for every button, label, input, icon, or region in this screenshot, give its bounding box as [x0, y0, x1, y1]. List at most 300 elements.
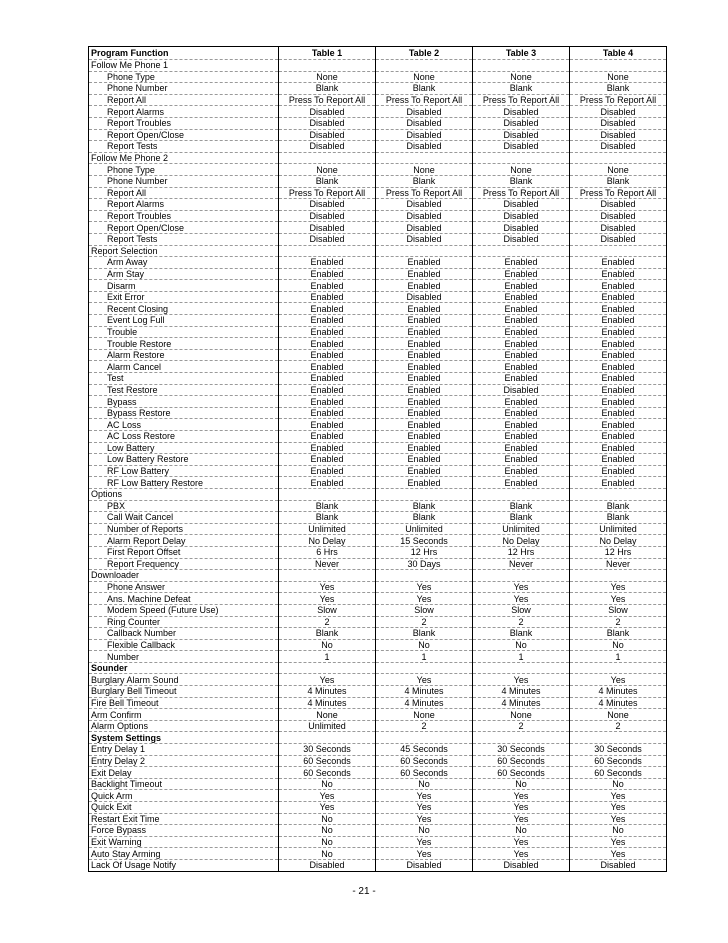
table-3-value: None	[473, 71, 570, 83]
table-4-value: Disabled	[570, 199, 667, 211]
function-label: Auto Stay Arming	[89, 848, 279, 860]
table-4-value: No	[570, 778, 667, 790]
table-3-value: No Delay	[473, 535, 570, 547]
table-4-value: Yes	[570, 790, 667, 802]
function-label: Low Battery	[89, 442, 279, 454]
table-2-value: 45 Seconds	[376, 744, 473, 756]
table-2-value: Blank	[376, 628, 473, 640]
table-1-value: Enabled	[279, 465, 376, 477]
table-2-value	[376, 570, 473, 582]
table-4-value: 1	[570, 651, 667, 663]
function-label: Ans. Machine Defeat	[89, 593, 279, 605]
table-1-value: 60 Seconds	[279, 755, 376, 767]
table-1-value: Yes	[279, 790, 376, 802]
table-2-value: None	[376, 709, 473, 721]
table-1-value: None	[279, 164, 376, 176]
table-4-value: Enabled	[570, 477, 667, 489]
table-3-value: Enabled	[473, 431, 570, 443]
table-4-value: 60 Seconds	[570, 755, 667, 767]
table-3-value: 2	[473, 720, 570, 732]
function-label: Exit Error	[89, 291, 279, 303]
table-1-value: Enabled	[279, 373, 376, 385]
table-3-value: Disabled	[473, 233, 570, 245]
function-label: Trouble	[89, 326, 279, 338]
table-2-value: 2	[376, 720, 473, 732]
table-1-value: No	[279, 778, 376, 790]
table-3-value: 30 Seconds	[473, 744, 570, 756]
function-label: AC Loss Restore	[89, 431, 279, 443]
table-2-value: 12 Hrs	[376, 546, 473, 558]
table-2-value: Unlimited	[376, 523, 473, 535]
function-label: Modem Speed (Future Use)	[89, 604, 279, 616]
table-4-value: Blank	[570, 512, 667, 524]
table-1-value: Enabled	[279, 315, 376, 327]
table-4-value: Enabled	[570, 442, 667, 454]
table-4-value: Enabled	[570, 361, 667, 373]
table-1-value: Disabled	[279, 210, 376, 222]
table-3-value: Press To Report All	[473, 187, 570, 199]
table-row	[89, 755, 667, 767]
function-label: PBX	[89, 500, 279, 512]
function-label: Report Frequency	[89, 558, 279, 570]
table-row	[89, 744, 667, 756]
function-label: Restart Exit Time	[89, 813, 279, 825]
table-2-value: Blank	[376, 83, 473, 95]
function-label: Number	[89, 651, 279, 663]
table-4-value: Yes	[570, 848, 667, 860]
table-1-value: Disabled	[279, 129, 376, 141]
table-4-value: Enabled	[570, 326, 667, 338]
section-header-row	[89, 488, 667, 500]
header-table-3: Table 3	[473, 47, 570, 60]
table-1-value	[279, 152, 376, 164]
table-row	[89, 431, 667, 443]
table-1-value: No Delay	[279, 535, 376, 547]
table-2-value: 30 Days	[376, 558, 473, 570]
function-label: Test	[89, 373, 279, 385]
table-4-value: 4 Minutes	[570, 686, 667, 698]
table-4-value: Enabled	[570, 257, 667, 269]
table-2-value: Enabled	[376, 442, 473, 454]
table-3-value: Yes	[473, 674, 570, 686]
table-1-value: Enabled	[279, 419, 376, 431]
function-label: Phone Type	[89, 71, 279, 83]
table-3-value: Yes	[473, 836, 570, 848]
table-4-value	[570, 662, 667, 674]
header-table-2: Table 2	[376, 47, 473, 60]
table-3-value: 60 Seconds	[473, 767, 570, 779]
table-2-value: Yes	[376, 813, 473, 825]
table-4-value: Enabled	[570, 384, 667, 396]
table-2-value: Disabled	[376, 129, 473, 141]
table-3-value: Enabled	[473, 465, 570, 477]
table-3-value: No	[473, 639, 570, 651]
table-2-value	[376, 732, 473, 744]
table-1-value: Enabled	[279, 477, 376, 489]
table-3-value	[473, 662, 570, 674]
table-2-value: 15 Seconds	[376, 535, 473, 547]
table-2-value: Yes	[376, 836, 473, 848]
function-label: RF Low Battery Restore	[89, 477, 279, 489]
function-label: Arm Away	[89, 257, 279, 269]
table-row	[89, 117, 667, 129]
table-2-value: Blank	[376, 175, 473, 187]
table-4-value: 60 Seconds	[570, 767, 667, 779]
table-4-value: Enabled	[570, 268, 667, 280]
table-3-value: Enabled	[473, 396, 570, 408]
table-2-value	[376, 488, 473, 500]
function-label: Quick Exit	[89, 802, 279, 814]
table-1-value: Enabled	[279, 268, 376, 280]
program-function-table	[88, 46, 667, 872]
table-row	[89, 106, 667, 118]
function-label: Report Tests	[89, 233, 279, 245]
table-2-value: Disabled	[376, 106, 473, 118]
function-label: Burglary Bell Timeout	[89, 686, 279, 698]
header-table-1: Table 1	[279, 47, 376, 60]
table-1-value: Enabled	[279, 384, 376, 396]
table-row	[89, 71, 667, 83]
table-4-value: Enabled	[570, 431, 667, 443]
table-3-value: Enabled	[473, 338, 570, 350]
table-2-value: None	[376, 164, 473, 176]
table-2-value: 60 Seconds	[376, 767, 473, 779]
table-1-value: Yes	[279, 593, 376, 605]
table-3-value	[473, 60, 570, 72]
table-2-value	[376, 662, 473, 674]
function-label: Recent Closing	[89, 303, 279, 315]
table-1-value	[279, 570, 376, 582]
table-3-value: Enabled	[473, 373, 570, 385]
table-3-value: Enabled	[473, 257, 570, 269]
table-3-value: Unlimited	[473, 523, 570, 535]
function-label: Report Troubles	[89, 210, 279, 222]
table-1-value: Enabled	[279, 338, 376, 350]
table-1-value: Enabled	[279, 396, 376, 408]
table-1-value: 2	[279, 616, 376, 628]
table-1-value: Unlimited	[279, 523, 376, 535]
function-label: Quick Arm	[89, 790, 279, 802]
table-4-value: Yes	[570, 802, 667, 814]
function-label: Report Open/Close	[89, 129, 279, 141]
table-3-value: Enabled	[473, 280, 570, 292]
function-label: Phone Type	[89, 164, 279, 176]
table-row	[89, 558, 667, 570]
table-2-value: Enabled	[376, 268, 473, 280]
table-2-value: Enabled	[376, 349, 473, 361]
table-row	[89, 303, 667, 315]
function-label: Phone Answer	[89, 581, 279, 593]
function-label: Event Log Full	[89, 315, 279, 327]
table-3-value: Blank	[473, 628, 570, 640]
table-3-value: 4 Minutes	[473, 686, 570, 698]
function-label: RF Low Battery	[89, 465, 279, 477]
table-1-value: Enabled	[279, 280, 376, 292]
function-label: Disarm	[89, 280, 279, 292]
table-3-value: Yes	[473, 802, 570, 814]
table-row	[89, 268, 667, 280]
function-label: Alarm Cancel	[89, 361, 279, 373]
table-3-value: Disabled	[473, 384, 570, 396]
table-1-value: Enabled	[279, 326, 376, 338]
table-3-value: Press To Report All	[473, 94, 570, 106]
table-2-value: 1	[376, 651, 473, 663]
table-2-value: Enabled	[376, 338, 473, 350]
table-4-value: Enabled	[570, 338, 667, 350]
section-header-row	[89, 245, 667, 257]
table-3-value: Enabled	[473, 349, 570, 361]
table-2-value: Disabled	[376, 859, 473, 871]
table-4-value: Never	[570, 558, 667, 570]
function-label: Phone Number	[89, 83, 279, 95]
table-3-value: Yes	[473, 790, 570, 802]
table-3-value	[473, 245, 570, 257]
table-3-value: Enabled	[473, 361, 570, 373]
table-3-value	[473, 488, 570, 500]
table-row	[89, 83, 667, 95]
table-1-value: 1	[279, 651, 376, 663]
table-2-value: Enabled	[376, 384, 473, 396]
table-3-value: 60 Seconds	[473, 755, 570, 767]
table-2-value: 2	[376, 616, 473, 628]
table-3-value: No	[473, 825, 570, 837]
function-label: Number of Reports	[89, 523, 279, 535]
table-3-value: No	[473, 778, 570, 790]
table-3-value: None	[473, 164, 570, 176]
table-row	[89, 581, 667, 593]
table-3-value: Enabled	[473, 303, 570, 315]
table-4-value: No Delay	[570, 535, 667, 547]
table-3-value: Enabled	[473, 419, 570, 431]
function-label: Ring Counter	[89, 616, 279, 628]
table-4-value: Disabled	[570, 106, 667, 118]
table-row	[89, 141, 667, 153]
table-3-value: Yes	[473, 848, 570, 860]
table-4-value	[570, 245, 667, 257]
table-3-value: 12 Hrs	[473, 546, 570, 558]
table-row	[89, 338, 667, 350]
table-2-value: Yes	[376, 593, 473, 605]
table-1-value: Yes	[279, 802, 376, 814]
function-label: Report All	[89, 187, 279, 199]
table-2-value: No	[376, 825, 473, 837]
table-1-value: Enabled	[279, 257, 376, 269]
function-label: Lack Of Usage Notify	[89, 859, 279, 871]
table-1-value: None	[279, 71, 376, 83]
table-4-value: Disabled	[570, 859, 667, 871]
table-1-value: Blank	[279, 512, 376, 524]
table-2-value	[376, 245, 473, 257]
header-table-4: Table 4	[570, 47, 667, 60]
function-label: First Report Offset	[89, 546, 279, 558]
table-row	[89, 164, 667, 176]
table-row	[89, 802, 667, 814]
table-2-value: Enabled	[376, 326, 473, 338]
table-1-value: Enabled	[279, 361, 376, 373]
table-row	[89, 593, 667, 605]
table-2-value: Slow	[376, 604, 473, 616]
table-3-value: Yes	[473, 581, 570, 593]
table-4-value: 2	[570, 720, 667, 732]
table-3-value	[473, 570, 570, 582]
table-3-value: Never	[473, 558, 570, 570]
table-row	[89, 233, 667, 245]
table-1-value	[279, 488, 376, 500]
function-label: Low Battery Restore	[89, 454, 279, 466]
table-2-value: Enabled	[376, 315, 473, 327]
table-3-value: 4 Minutes	[473, 697, 570, 709]
section-header-row	[89, 662, 667, 674]
table-row	[89, 175, 667, 187]
table-1-value: Enabled	[279, 431, 376, 443]
function-label: Report Alarms	[89, 199, 279, 211]
table-2-value: 4 Minutes	[376, 686, 473, 698]
table-2-value: Press To Report All	[376, 94, 473, 106]
table-4-value: Blank	[570, 83, 667, 95]
table-1-value: Enabled	[279, 454, 376, 466]
function-label: Bypass Restore	[89, 407, 279, 419]
table-3-value: Enabled	[473, 477, 570, 489]
table-2-value	[376, 152, 473, 164]
table-2-value: Yes	[376, 581, 473, 593]
section-header-row	[89, 152, 667, 164]
table-row	[89, 859, 667, 871]
table-4-value: Yes	[570, 674, 667, 686]
header-program-function: Program Function	[89, 47, 279, 60]
table-row	[89, 790, 667, 802]
table-3-value: Yes	[473, 813, 570, 825]
table-row	[89, 697, 667, 709]
function-label: Entry Delay 2	[89, 755, 279, 767]
function-label: Phone Number	[89, 175, 279, 187]
table-1-value: Enabled	[279, 442, 376, 454]
table-4-value: Blank	[570, 500, 667, 512]
function-label: Entry Delay 1	[89, 744, 279, 756]
function-label: Backlight Timeout	[89, 778, 279, 790]
table-4-value: 12 Hrs	[570, 546, 667, 558]
function-label: Exit Delay	[89, 767, 279, 779]
function-label: Report Tests	[89, 141, 279, 153]
table-2-value: Enabled	[376, 454, 473, 466]
table-3-value: Blank	[473, 83, 570, 95]
table-row	[89, 94, 667, 106]
table-2-value: Disabled	[376, 199, 473, 211]
table-3-value: Disabled	[473, 141, 570, 153]
table-row	[89, 500, 667, 512]
function-label: Trouble Restore	[89, 338, 279, 350]
table-row	[89, 546, 667, 558]
table-4-value: Disabled	[570, 210, 667, 222]
table-1-value: Press To Report All	[279, 187, 376, 199]
section-header-row	[89, 732, 667, 744]
table-4-value: Disabled	[570, 117, 667, 129]
function-label: Arm Stay	[89, 268, 279, 280]
table-2-value: No	[376, 778, 473, 790]
table-row	[89, 628, 667, 640]
table-row	[89, 280, 667, 292]
table-4-value: Enabled	[570, 373, 667, 385]
table-3-value: Disabled	[473, 106, 570, 118]
table-3-value: 2	[473, 616, 570, 628]
function-label: Exit Warning	[89, 836, 279, 848]
table-4-value: Yes	[570, 813, 667, 825]
function-label: Report Alarms	[89, 106, 279, 118]
table-4-value: 30 Seconds	[570, 744, 667, 756]
table-1-value: Yes	[279, 581, 376, 593]
table-2-value: Enabled	[376, 419, 473, 431]
table-row	[89, 407, 667, 419]
table-row	[89, 686, 667, 698]
table-3-value: Enabled	[473, 326, 570, 338]
table-2-value: Yes	[376, 790, 473, 802]
section-header-row	[89, 60, 667, 72]
table-row	[89, 291, 667, 303]
table-1-value: None	[279, 709, 376, 721]
function-label: Options	[89, 488, 279, 500]
table-4-value: Yes	[570, 836, 667, 848]
table-row	[89, 848, 667, 860]
table-2-value: Yes	[376, 802, 473, 814]
table-1-value: Disabled	[279, 859, 376, 871]
table-2-value: Press To Report All	[376, 187, 473, 199]
table-1-value: Disabled	[279, 222, 376, 234]
table-4-value: Disabled	[570, 141, 667, 153]
section-header-row	[89, 570, 667, 582]
table-row	[89, 326, 667, 338]
table-1-value: 60 Seconds	[279, 767, 376, 779]
function-label: Downloader	[89, 570, 279, 582]
table-4-value: Disabled	[570, 222, 667, 234]
table-2-value	[376, 60, 473, 72]
table-4-value: Enabled	[570, 280, 667, 292]
table-1-value: Enabled	[279, 291, 376, 303]
table-row	[89, 616, 667, 628]
table-1-value: Never	[279, 558, 376, 570]
function-label: Flexible Callback	[89, 639, 279, 651]
table-2-value: Enabled	[376, 431, 473, 443]
table-4-value: Press To Report All	[570, 187, 667, 199]
table-2-value: Yes	[376, 848, 473, 860]
table-3-value: None	[473, 709, 570, 721]
table-row	[89, 199, 667, 211]
function-label: Alarm Restore	[89, 349, 279, 361]
table-4-value: No	[570, 639, 667, 651]
table-row	[89, 720, 667, 732]
table-row	[89, 535, 667, 547]
table-4-value: Blank	[570, 175, 667, 187]
table-2-value: Disabled	[376, 291, 473, 303]
table-row	[89, 315, 667, 327]
function-label: Follow Me Phone 1	[89, 60, 279, 72]
table-row	[89, 129, 667, 141]
function-label: Force Bypass	[89, 825, 279, 837]
table-3-value: Enabled	[473, 315, 570, 327]
table-row	[89, 187, 667, 199]
table-4-value: Enabled	[570, 291, 667, 303]
table-2-value: 4 Minutes	[376, 697, 473, 709]
function-label: System Settings	[89, 732, 279, 744]
table-row	[89, 825, 667, 837]
table-row	[89, 442, 667, 454]
table-1-value: Blank	[279, 175, 376, 187]
table-4-value: 4 Minutes	[570, 697, 667, 709]
table-3-value: Disabled	[473, 129, 570, 141]
table-1-value: Enabled	[279, 407, 376, 419]
table-1-value: No	[279, 825, 376, 837]
table-4-value: Slow	[570, 604, 667, 616]
function-label: Callback Number	[89, 628, 279, 640]
table-row	[89, 512, 667, 524]
